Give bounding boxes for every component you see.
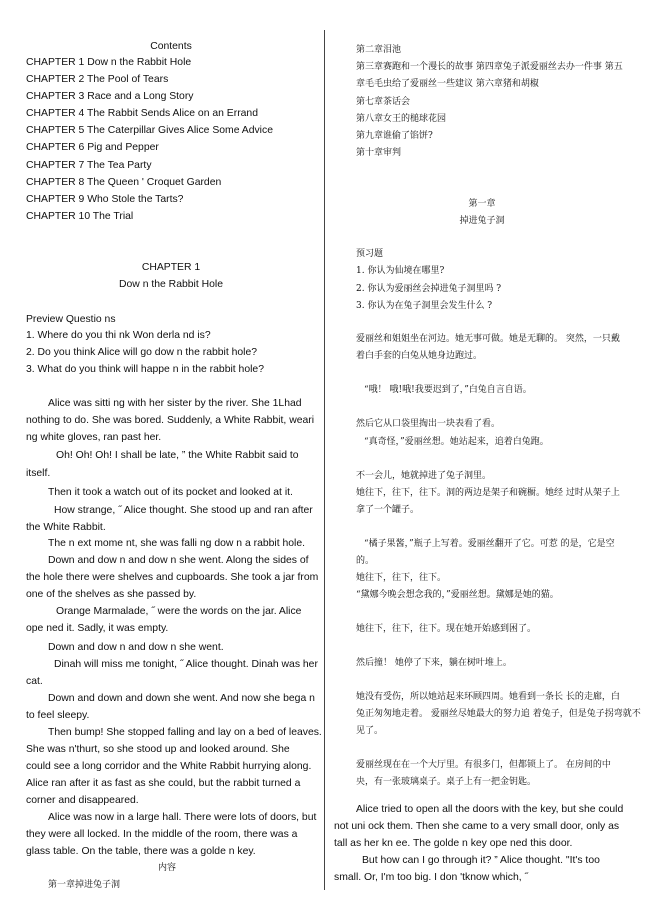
question-item-cn: 3. 你认为在兔子洞里会发生什么 ? — [356, 301, 493, 311]
body-line-cn: 的。 — [356, 556, 375, 566]
toc-item[interactable]: CHAPTER 2 The Pool of Tears — [26, 74, 169, 85]
body-line: could see a long corridor and the White Rabbit hurrying along. — [26, 761, 312, 772]
body-line-cn: 爱丽丝现在在一个大厅里。有很多门，但都锁上了。 在房间的中 — [356, 760, 611, 770]
body-line-cn: “哦！ 哦!哦!我要迟到了，”白兔自言自语。 — [364, 385, 532, 395]
body-line-cn: 拿了一个罐子。 — [356, 505, 420, 515]
contents-title: Contents — [150, 41, 192, 52]
column-divider — [324, 30, 325, 890]
preview-title-cn: 预习题 — [356, 249, 384, 259]
body-line-cn: 央，有一张玻璃桌子。桌子上有一把金钥匙。 — [356, 777, 537, 787]
body-line-cn: 着白手套的白兔从她身边跑过。 — [356, 351, 483, 361]
body-line-cn: 她没有受伤，所以她站起来环顾四周。她看到一条长 长的走廊，白 — [356, 692, 620, 702]
chapter-label-cn: 第一章 — [468, 199, 496, 209]
body-line: The n ext mome nt, she was falli ng dow n a rabbit hole. — [48, 538, 306, 549]
toc-item[interactable]: CHAPTER 6 Pig and Pepper — [26, 142, 159, 153]
toc-item[interactable]: CHAPTER 8 The Queen ' Croquet Garden — [26, 177, 222, 188]
footer-item: 第一章掉进兔子洞 — [48, 880, 121, 890]
chapter-title: Dow n the Rabbit Hole — [119, 279, 223, 290]
body-line: Down and dow n and dow n she went. Along the sides of — [48, 555, 309, 566]
body-line-cn: “橘子果酱，”瓶子上写着。爱丽丝翻开了它。可惹 的是，它是空 — [364, 539, 615, 549]
body-line: itself. — [26, 468, 51, 479]
preview-title: Preview Questio ns — [26, 314, 116, 325]
body-line: cat. — [26, 676, 43, 687]
question-item: 3. What do you think will happe n in the rabbit hole? — [26, 364, 264, 375]
toc-item[interactable]: CHAPTER 10 The Trial — [26, 211, 134, 222]
body-line: Then it took a watch out of its pocket and looked at it. — [48, 487, 293, 498]
toc-item[interactable]: CHAPTER 4 The Rabbit Sends Alice on an Errand — [26, 108, 258, 119]
body-line: How strange, ˝ Alice thought. She stood up and ran after — [54, 505, 313, 516]
toc-item[interactable]: CHAPTER 3 Race and a Long Story — [26, 91, 194, 102]
question-item: 1. Where do you thi nk Won derla nd is? — [26, 330, 211, 341]
body-line-cn: 不一会儿，她就掉进了兔子洞里。 — [356, 471, 492, 481]
body-line-cn: 然后它从口袋里掏出一块表看了看。 — [356, 419, 501, 429]
body-line: Dinah will miss me tonight, ˝ Alice thought. Dinah was her — [54, 659, 318, 670]
body-line-cn: 她往下，往下，往下。洞的两边是架子和碗橱。她经 过时从架子上 — [356, 488, 620, 498]
toc-item[interactable]: CHAPTER 1 Dow n the Rabbit Hole — [26, 57, 192, 68]
body-line: ng white gloves, ran past her. — [26, 432, 162, 443]
body-line: glass table. On the table, there was a golde n key. — [26, 846, 256, 857]
toc-cn-item: 第八章女王的槌球花园 — [356, 114, 447, 124]
body-line-en: small. Or, I'm too big. I don 'tknow which, ˝ — [334, 872, 528, 883]
toc-cn-item: 第七章茶话会 — [356, 97, 411, 107]
body-line: corner and disappeared. — [26, 795, 139, 806]
toc-item[interactable]: CHAPTER 7 The Tea Party — [26, 160, 152, 171]
toc-cn-item: 第九章谁偷了馅饼? — [356, 131, 433, 141]
footer-label: 内容 — [158, 863, 177, 873]
body-line-en: But how can I go through it? ” Alice thought. "It's too — [362, 855, 600, 866]
body-line-cn: 见了。 — [356, 726, 384, 736]
toc-cn-item: 第十章审判 — [356, 148, 402, 158]
body-line-cn: “黛娜今晚会想念我的，”爱丽丝想。黛娜是她的猫。 — [356, 590, 559, 600]
question-item: 2. Do you think Alice will go dow n the rabbit hole? — [26, 347, 258, 358]
body-line-en: not uni ock them. Then she came to a very small door, only as — [334, 821, 620, 832]
body-line: ope ned it. Sadly, it was empty. — [26, 623, 169, 634]
toc-item[interactable]: CHAPTER 5 The Caterpillar Gives Alice Some Advice — [26, 125, 273, 136]
toc-cn-item: 章毛毛虫给了爱丽丝一些建议 第六章猪和胡椒 — [356, 79, 539, 89]
body-line: nothing to do. She was bored. Suddenly, a White Rabbit, weari — [26, 415, 315, 426]
body-line: Down and down and down she went. And now she bega n — [48, 693, 315, 704]
body-line: Orange Marmalade, ˝ were the words on the jar. Alice — [56, 606, 302, 617]
body-line: Down and dow n and dow n she went. — [48, 642, 224, 653]
chapter-label: CHAPTER 1 — [141, 262, 201, 273]
body-line: Alice was sitti ng with her sister by the river. She 1Lhad — [48, 398, 302, 409]
body-line: to feel sleepy. — [26, 710, 90, 721]
question-item-cn: 1. 你认为仙境在哪里? — [356, 266, 445, 276]
body-line: the hole there were shelves and cupboards. She took a jar from — [26, 572, 319, 583]
body-line-cn: 她往下，往下，往下。现在她开始感到困了。 — [356, 624, 537, 634]
body-line: they were all locked. In the middle of the room, there was a — [26, 829, 298, 840]
body-line: Alice ran after it as fast as she could, but the rabbit turned a — [26, 778, 301, 789]
body-line-cn: “真奇怪，”爱丽丝想。她站起来，追着白兔跑。 — [364, 437, 549, 447]
body-line: the White Rabbit. — [26, 522, 106, 533]
body-line-en: tall as her kn ee. The golde n key ope ned this door. — [334, 838, 573, 849]
toc-cn-item: 第三章赛跑和一个漫长的故事 第四章兔子派爱丽丝去办一件事 第五 — [356, 62, 623, 72]
body-line-cn: 她往下，往下，往下。 — [356, 573, 447, 583]
body-line: one of the shelves as she passed by. — [26, 589, 197, 600]
body-line-cn: 兔正匆匆地走着。 爱丽丝尽她最大的努力追 着兔子，但是兔子拐弯就不 — [356, 709, 641, 719]
body-line-en: Alice tried to open all the doors with the key, but she could — [356, 804, 624, 815]
question-item-cn: 2. 你认为爱丽丝会掉进兔子洞里吗 ? — [356, 284, 502, 294]
chapter-title-cn: 掉进兔子洞 — [459, 216, 505, 226]
toc-cn-item: 第二章泪池 — [356, 45, 402, 55]
body-line-cn: 然后撞！ 她停了下来，躺在树叶堆上。 — [356, 658, 512, 668]
toc-item[interactable]: CHAPTER 9 Who Stole the Tarts? — [26, 194, 184, 205]
body-line: She was n'thurt, so she stood up and looked around. She — [26, 744, 290, 755]
body-line: Alice was now in a large hall. There were lots of doors, but — [48, 812, 317, 823]
body-line: Oh! Oh! Oh! I shall be late, ” the White Rabbit said to — [56, 450, 299, 461]
body-line: Then bump! She stopped falling and lay on a bed of leaves. — [48, 727, 322, 738]
body-line-cn: 爱丽丝和姐姐坐在河边。她无事可做。她是无聊的。 突然，一只戴 — [356, 334, 620, 344]
